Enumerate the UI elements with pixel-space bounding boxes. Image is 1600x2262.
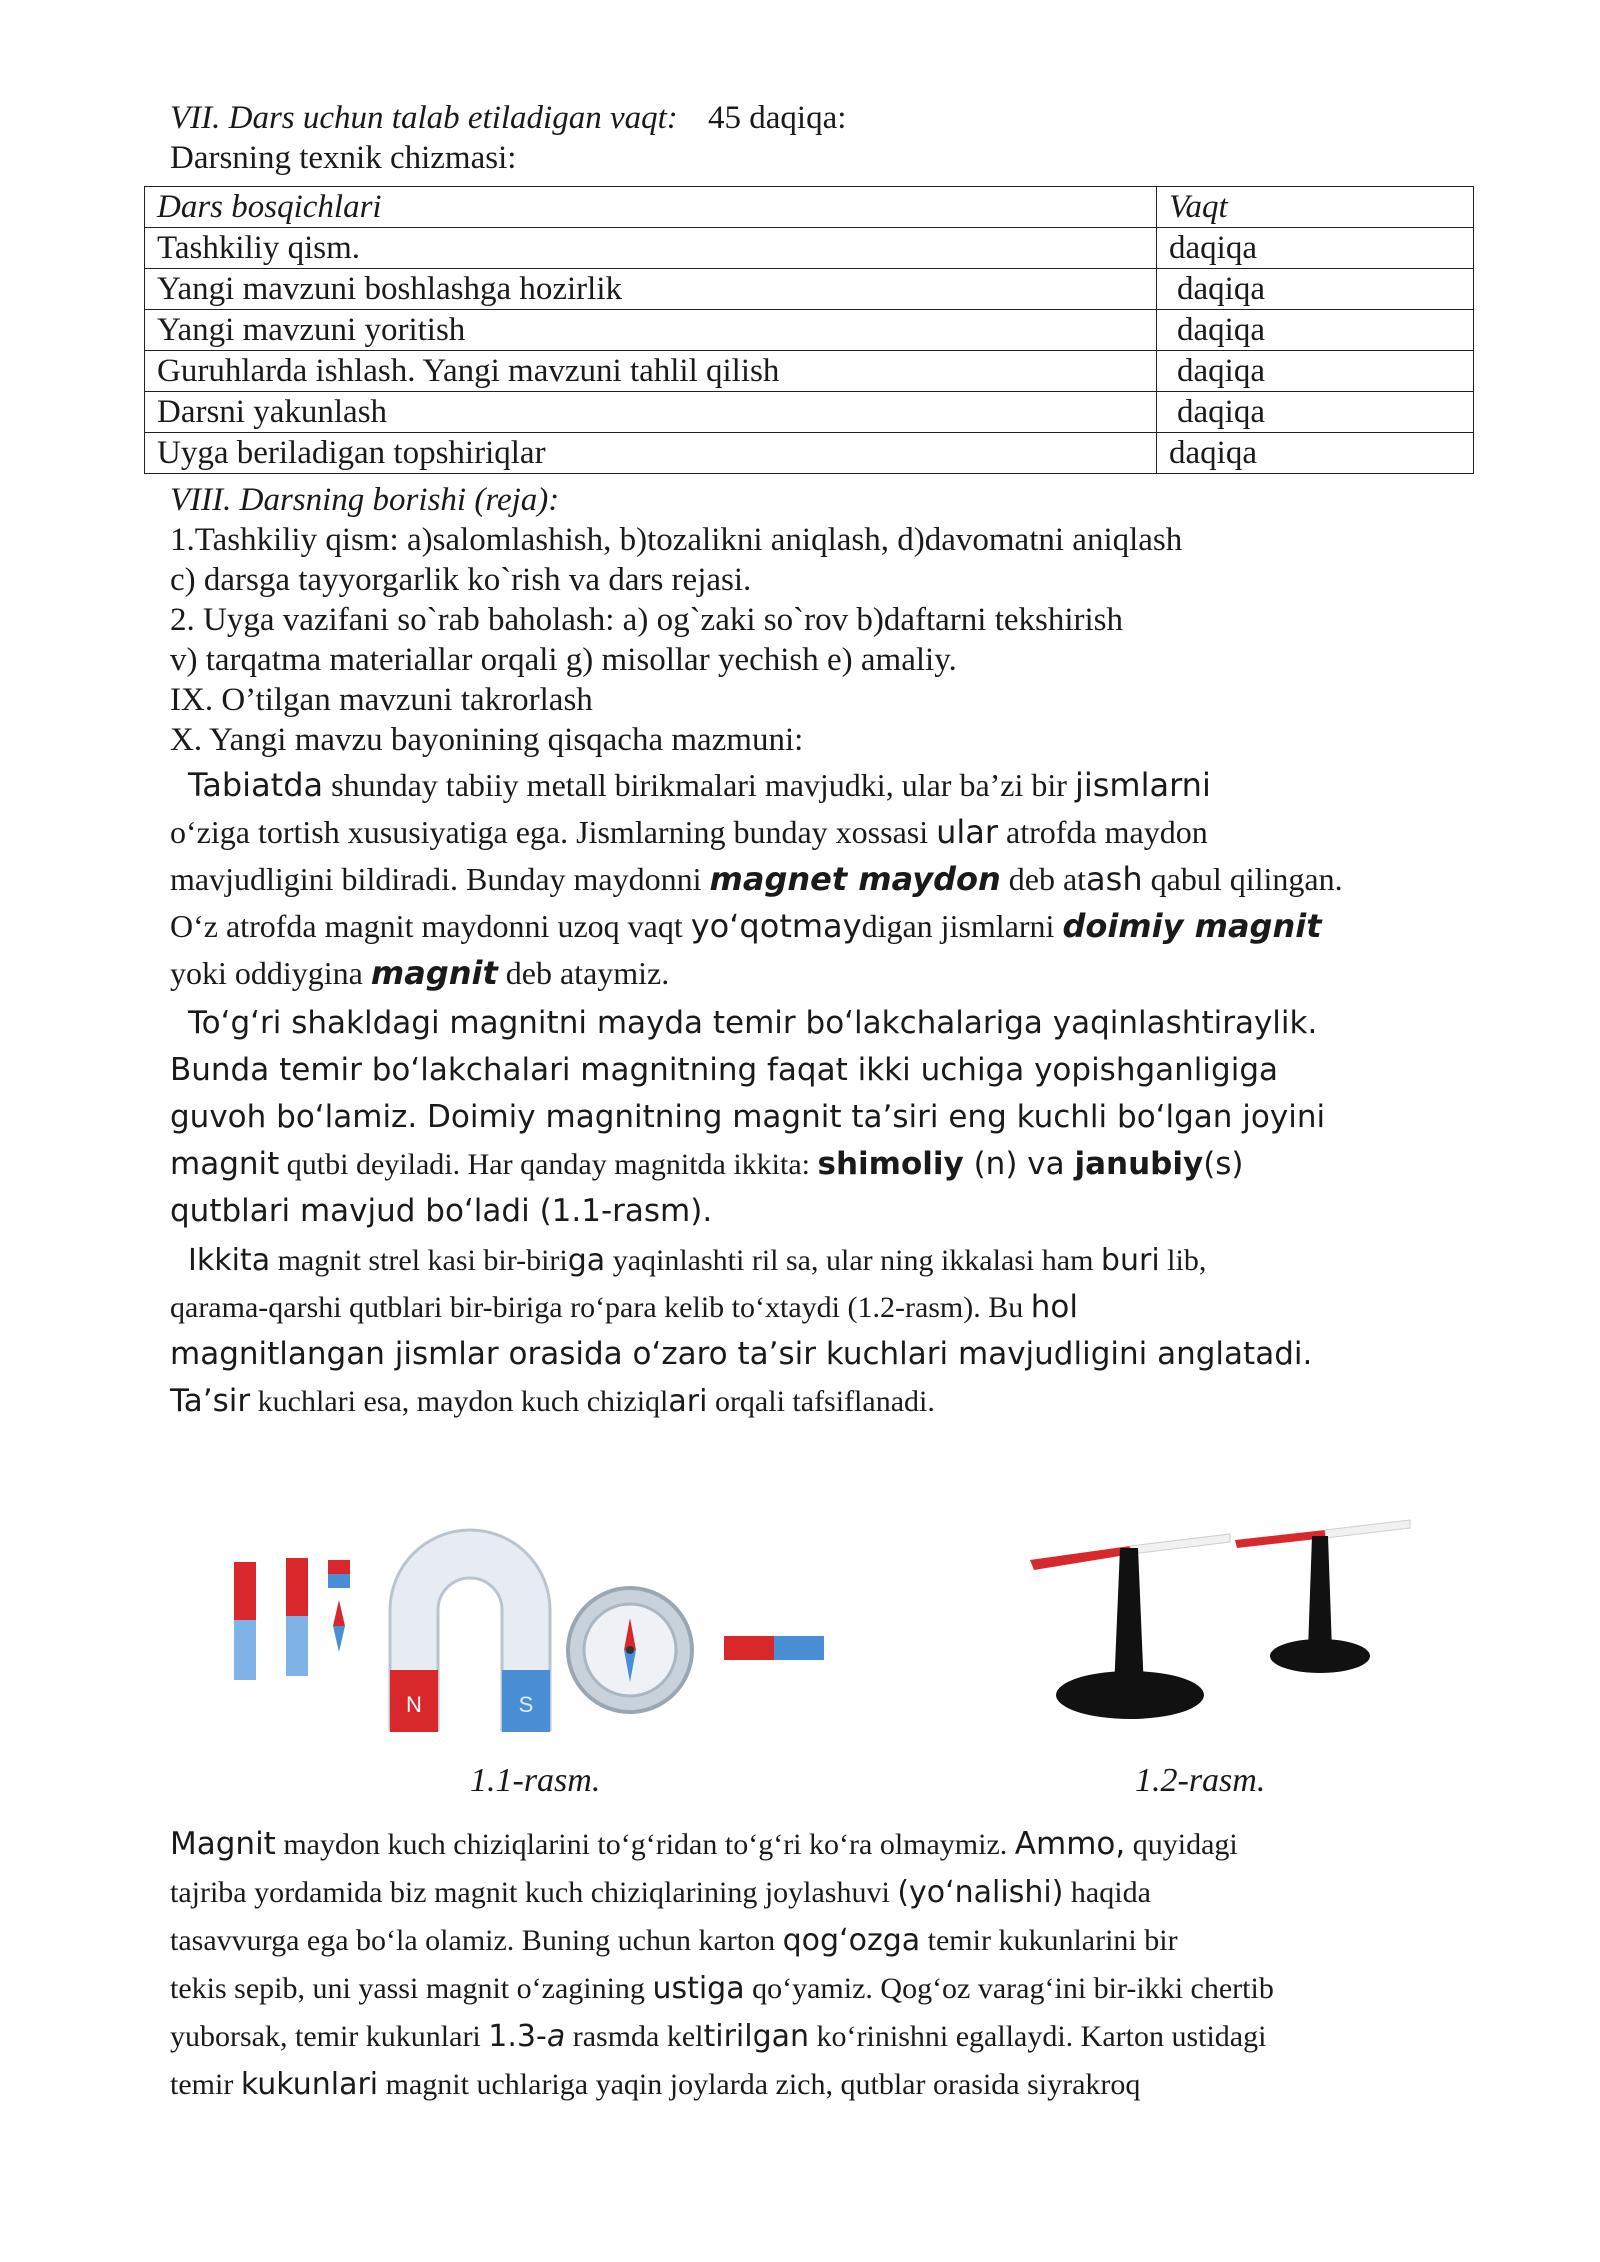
bar-magnet-icon (286, 1558, 308, 1676)
lesson-time-label: VII. Dars uchun talab etiladigan vaqt: (170, 100, 678, 136)
text-run: magnit strel kasi bir-biri (270, 1244, 568, 1277)
table-header-time: Vaqt (1157, 187, 1474, 228)
text-run: deb ataymiz. (497, 955, 670, 991)
table-cell-stage: Darsni yakunlash (145, 392, 1157, 433)
table-cell-stage: Yangi mavzuni yoritish (145, 310, 1157, 351)
text-run: Ammo, (1014, 1826, 1126, 1862)
text-run: kuchlari esa, maydon kuch chiziql (250, 1385, 669, 1418)
text-run: jismlarni (1074, 766, 1211, 804)
table-cell-time: daqiqa (1157, 310, 1474, 351)
text-run: quyidagi (1125, 1828, 1238, 1861)
text-run: shunday tabiiy metall birikmalari mavjudki, ular ba’zi bir (323, 767, 1075, 803)
figure-1-2-caption: 1.2-rasm. (1135, 1762, 1266, 1799)
text-line: guvoh bo‘lamiz. Doimiy magnitning magnit ta’siri eng kuchli bo‘lgan joyini (170, 1099, 1326, 1135)
text-run: rasmda kel (565, 2020, 704, 2053)
horseshoe-magnet-icon (390, 1530, 550, 1732)
text-run: haqida (1063, 1876, 1151, 1909)
text-run: yaqinlashti ril sa, ular ning ikkalasi ham (605, 1244, 1101, 1277)
table-row (145, 269, 1474, 310)
table-cell-time: daqiqa (1157, 269, 1474, 310)
text-run: (yo‘nalishi) (897, 1875, 1064, 1910)
text-run: qog‘ozga (782, 1923, 921, 1958)
text-run: 1.3- (488, 2019, 547, 2054)
term-magnet-maydon: magnet maydon (709, 860, 1001, 898)
text-line: Bunda temir bo‘lakchalari magnitning faqat ikki uchiga yopishganligiga (170, 1052, 1278, 1088)
text-line: To‘g‘ri shakldagi magnitni mayda temir bo‘lakchalariga yaqinlashtiraylik. (188, 1005, 1318, 1041)
table-header-stage: Dars bosqichlari (145, 187, 1157, 228)
magnet-n-label: N (406, 1692, 422, 1717)
table-cell-time: daqiqa (1157, 433, 1474, 474)
text-run: atrofda maydon (998, 814, 1208, 850)
text-run: magnit uchlariga yaqin joylarda zich, qutblar orasida siyrakroq (378, 2068, 1141, 2101)
text-run: Ta’sir (170, 1383, 251, 1419)
text-run: qutbi deyiladi. Har qanday magnitda ikkita: (279, 1148, 818, 1181)
bar-magnet-horizontal-icon (724, 1636, 824, 1660)
text-run: a (546, 2019, 566, 2054)
table-cell-stage: Uyga beriladigan topshiriqlar (145, 433, 1157, 474)
paragraph-needles (170, 1237, 1490, 1425)
table-row (145, 310, 1474, 351)
text-run: yuborsak, temir kukunlari (170, 2020, 489, 2053)
compass-icon (568, 1588, 692, 1712)
lesson-time-line (170, 98, 846, 138)
text-line: qutblari mavjud bo‘ladi (1.1-rasm). (170, 1193, 713, 1229)
text-run: lib, (1159, 1244, 1207, 1277)
table-header-row (145, 187, 1474, 228)
text-run: yo‘qotmay (690, 907, 862, 945)
table-row (145, 392, 1474, 433)
text-run: o‘ziga tortish xususiyatiga ega. Jismlarning bunday xossasi (170, 814, 937, 850)
paragraph-magnet-poles (170, 1000, 1490, 1235)
text-run: maydon kuch chiziqlarini to‘g‘ridan to‘g‘ri ko‘ra olmaymiz. (275, 1828, 1015, 1861)
small-magnet-icon (328, 1560, 350, 1588)
text-run: (s) (1203, 1146, 1244, 1182)
text-run: temir (170, 2068, 241, 2101)
text-run: qabul qilingan. (1142, 861, 1343, 897)
section-x-heading: X. Yangi mavzu bayonining qisqacha mazmuni: (170, 722, 804, 758)
text-run: qarama-qarshi qutblari bir-biriga ro‘para kelib to‘xtaydi (1.2-rasm). Bu (170, 1291, 1031, 1324)
text-line: magnitlangan jismlar orasida o‘zaro ta’sir kuchlari mavjudligini anglatadi. (170, 1336, 1313, 1372)
table-row (145, 351, 1474, 392)
tech-map-heading: Darsning texnik chizmasi: (170, 140, 517, 176)
table-cell-time: daqiqa (1157, 351, 1474, 392)
figure-1-1-magnets (220, 1500, 880, 1750)
text-run: digan jismlarni (861, 908, 1063, 944)
section-ix-heading: IX. O’tilgan mavzuni takrorlash (170, 682, 593, 718)
figure-1-1-caption: 1.1-rasm. (470, 1762, 601, 1799)
text-run: buri (1100, 1243, 1160, 1278)
text-run: tajriba yordamida biz magnit kuch chiziqlarining joylashuvi (170, 1876, 898, 1909)
bar-magnet-icon (234, 1562, 256, 1680)
text-run: kukunlari (240, 2067, 379, 2102)
section-viii-heading: VIII. Darsning borishi (reja): (170, 482, 560, 518)
term-janubiy: janubiy (1074, 1146, 1204, 1182)
text-run: ari (668, 1384, 708, 1419)
text-run: Ikkita (188, 1243, 271, 1278)
text-run: ga (567, 1243, 606, 1278)
plan-line-4: v) tarqatma materiallar orqali g) misollar yechish e) amaliy. (170, 642, 957, 678)
plan-line-2: c) darsga tayyorgarlik ko`rish va dars rejasi. (170, 562, 752, 598)
magnetic-needle-stand-icon (1030, 1534, 1230, 1719)
text-run: mavjudligini bildiradi. Bunday maydonni (170, 861, 710, 897)
table-cell-time: daqiqa (1157, 392, 1474, 433)
plan-line-1: 1.Tashkiliy qism: a)salomlashish, b)tozalikni aniqlash, d)davomatni aniqlash (170, 522, 1183, 558)
text-run: deb at (1000, 861, 1087, 897)
text-run: tasavvurga ega bo‘la olamiz. Buning uchun karton (170, 1924, 783, 1957)
text-run: Tabiatda (188, 766, 324, 804)
text-run: qo‘yamiz. Qog‘oz varag‘ini bir-ikki chertib (744, 1972, 1274, 2005)
text-run: Magnit (170, 1826, 276, 1862)
text-run: magnit (170, 1146, 280, 1182)
text-run: hol (1030, 1289, 1079, 1325)
plan-line-3: 2. Uyga vazifani so`rab baholash: a) og`zaki so`rov b)daftarni tekshirish (170, 602, 1124, 638)
text-run: tekis sepib, uni yassi magnit o‘zagining (170, 1972, 653, 2005)
text-run: tirilgan (703, 2019, 810, 2054)
table-cell-stage: Guruhlarda ishlash. Yangi mavzuni tahlil qilish (145, 351, 1157, 392)
table-row (145, 433, 1474, 474)
table-cell-time: daqiqa (1157, 228, 1474, 269)
text-run: ustiga (652, 1971, 745, 2006)
text-run: yoki oddiygina (170, 955, 371, 991)
figure-1-2-needles (1010, 1490, 1450, 1750)
term-shimoliy: shimoliy (817, 1146, 964, 1182)
text-run: orqali tafsiflanadi. (707, 1385, 935, 1418)
text-run: O‘z atrofda magnit maydonni uzoq vaqt (170, 908, 691, 944)
lesson-plan-table (144, 186, 1474, 474)
compass-needle-icon (333, 1600, 345, 1652)
text-run: ko‘rinishni egallaydi. Karton ustidagi (809, 2020, 1267, 2053)
table-cell-stage: Yangi mavzuni boshlashga hozirlik (145, 269, 1157, 310)
text-run: ular (936, 813, 999, 851)
magnet-s-label: S (518, 1692, 534, 1717)
term-doimiy-magnit: doimiy magnit (1062, 907, 1322, 945)
text-run: ash (1086, 860, 1143, 898)
paragraph-magnetic-field (170, 762, 1490, 997)
magnetic-needle-stand-icon (1235, 1520, 1410, 1673)
table-row (145, 228, 1474, 269)
text-run: temir kukunlarini bir (920, 1924, 1178, 1957)
table-cell-stage: Tashkiliy qism. (145, 228, 1157, 269)
paragraph-field-lines (170, 1820, 1490, 2109)
text-run: (n) va (963, 1146, 1075, 1182)
lesson-time-value: 45 daqiqa: (708, 100, 847, 136)
term-magnit: magnit (370, 954, 498, 992)
